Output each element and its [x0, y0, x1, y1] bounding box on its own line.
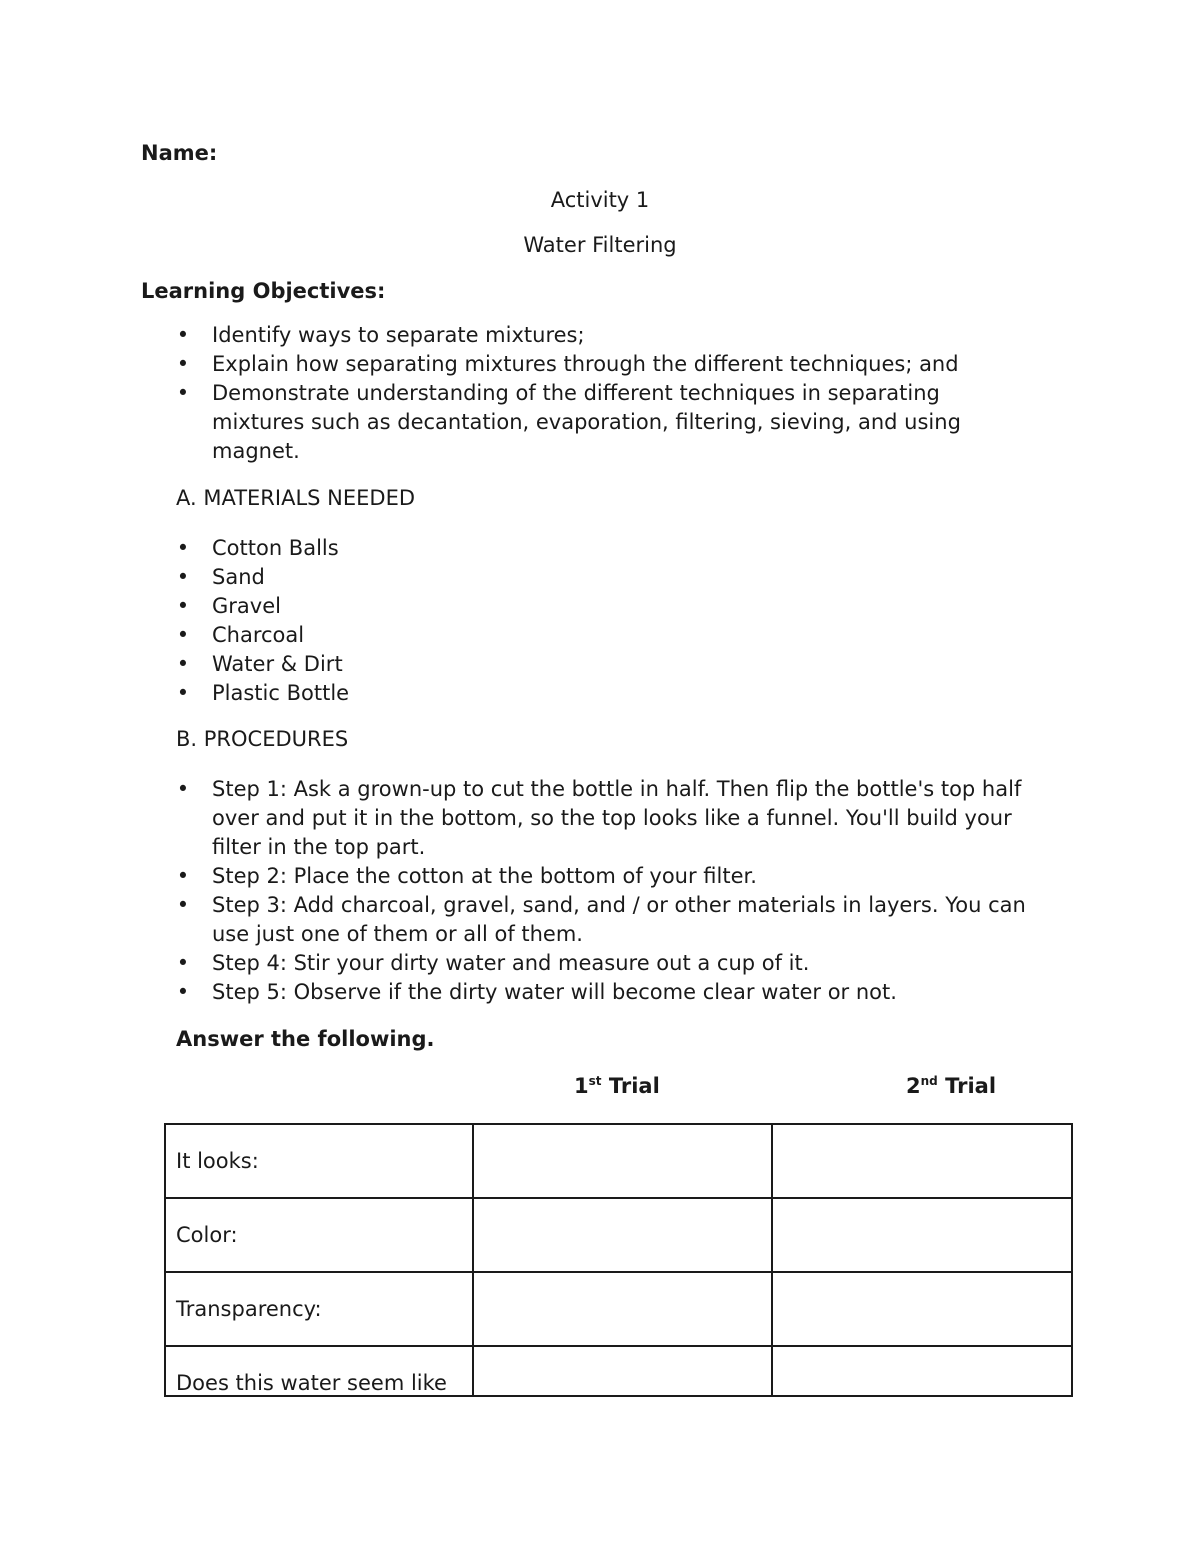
material-text: Plastic Bottle [212, 681, 350, 705]
answer-heading: Answer the following. [176, 1027, 435, 1051]
trial-2-cell[interactable] [772, 1198, 1072, 1272]
trial-2-header [906, 1074, 996, 1098]
trial-1-suffix: st [588, 1074, 602, 1088]
bullet-icon: • [176, 352, 190, 376]
bullet-icon: • [176, 864, 190, 888]
bullet-icon: • [176, 777, 190, 801]
list-item [176, 534, 1016, 563]
table-row [165, 1346, 1072, 1396]
table-row [165, 1124, 1072, 1198]
bullet-icon: • [176, 594, 190, 618]
table-row [165, 1272, 1072, 1346]
bullet-icon: • [176, 951, 190, 975]
material-text: Cotton Balls [212, 536, 339, 560]
objectives-heading: Learning Objectives: [141, 279, 386, 303]
row-label: It looks: [165, 1124, 473, 1198]
trial-2-cell[interactable] [772, 1346, 1072, 1396]
objectives-list [176, 321, 1016, 466]
list-item [176, 592, 1016, 621]
trial-1-cell[interactable] [473, 1272, 772, 1346]
list-item [176, 650, 1016, 679]
trial-1-word: Trial [601, 1074, 660, 1098]
list-item [176, 350, 1016, 379]
activity-title: Activity 1 [550, 188, 650, 212]
objective-text: Explain how separating mixtures through the different techniques; and [212, 352, 959, 376]
materials-list [176, 534, 1016, 708]
results-table [164, 1123, 1073, 1397]
table-row [165, 1198, 1072, 1272]
trial-2-cell[interactable] [772, 1272, 1072, 1346]
list-item [176, 621, 1016, 650]
material-text: Water & Dirt [212, 652, 343, 676]
trial-2-number: 2 [906, 1074, 921, 1098]
list-item [176, 862, 1056, 891]
procedure-text: Step 5: Observe if the dirty water will become clear water or not. [212, 980, 897, 1004]
procedure-text: Step 3: Add charcoal, gravel, sand, and / or other materials in layers. You can use just one of them or all of them. [212, 893, 1026, 946]
objective-text: Identify ways to separate mixtures; [212, 323, 585, 347]
material-text: Gravel [212, 594, 281, 618]
bullet-icon: • [176, 381, 190, 405]
procedure-text: Step 1: Ask a grown-up to cut the bottle in half. Then flip the bottle's top half over and put it in the bottom, so the top looks like a funnel. You'll build your filter in the top part. [212, 777, 1022, 859]
list-item [176, 949, 1056, 978]
trial-1-header [574, 1074, 660, 1098]
row-label: Does this water seem like [165, 1346, 473, 1396]
bullet-icon: • [176, 623, 190, 647]
procedures-heading: B. PROCEDURES [176, 727, 349, 751]
bullet-icon: • [176, 323, 190, 347]
list-item [176, 563, 1016, 592]
objective-text: Demonstrate understanding of the different techniques in separating mixtures such as decantation, evaporation, filtering, sieving, and using magnet. [212, 381, 961, 463]
trial-2-word: Trial [937, 1074, 997, 1098]
trial-1-cell[interactable] [473, 1346, 772, 1396]
bullet-icon: • [176, 565, 190, 589]
list-item [176, 978, 1056, 1007]
material-text: Sand [212, 565, 265, 589]
trial-2-suffix: nd [920, 1074, 938, 1088]
materials-heading: A. MATERIALS NEEDED [176, 486, 416, 510]
bullet-icon: • [176, 652, 190, 676]
list-item [176, 321, 1016, 350]
trial-1-number: 1 [574, 1074, 589, 1098]
procedure-text: Step 4: Stir your dirty water and measure out a cup of it. [212, 951, 810, 975]
trial-1-cell[interactable] [473, 1198, 772, 1272]
material-text: Charcoal [212, 623, 305, 647]
bullet-icon: • [176, 893, 190, 917]
bullet-icon: • [176, 536, 190, 560]
bullet-icon: • [176, 980, 190, 1004]
list-item [176, 891, 1056, 949]
row-label: Color: [165, 1198, 473, 1272]
procedures-list [176, 775, 1056, 1007]
name-label: Name: [141, 141, 218, 165]
procedure-text: Step 2: Place the cotton at the bottom of your filter. [212, 864, 757, 888]
activity-subtitle: Water Filtering [523, 233, 677, 257]
list-item [176, 775, 1056, 862]
row-label: Transparency: [165, 1272, 473, 1346]
bullet-icon: • [176, 681, 190, 705]
trial-1-cell[interactable] [473, 1124, 772, 1198]
list-item [176, 379, 1016, 466]
list-item [176, 679, 1016, 708]
trial-2-cell[interactable] [772, 1124, 1072, 1198]
